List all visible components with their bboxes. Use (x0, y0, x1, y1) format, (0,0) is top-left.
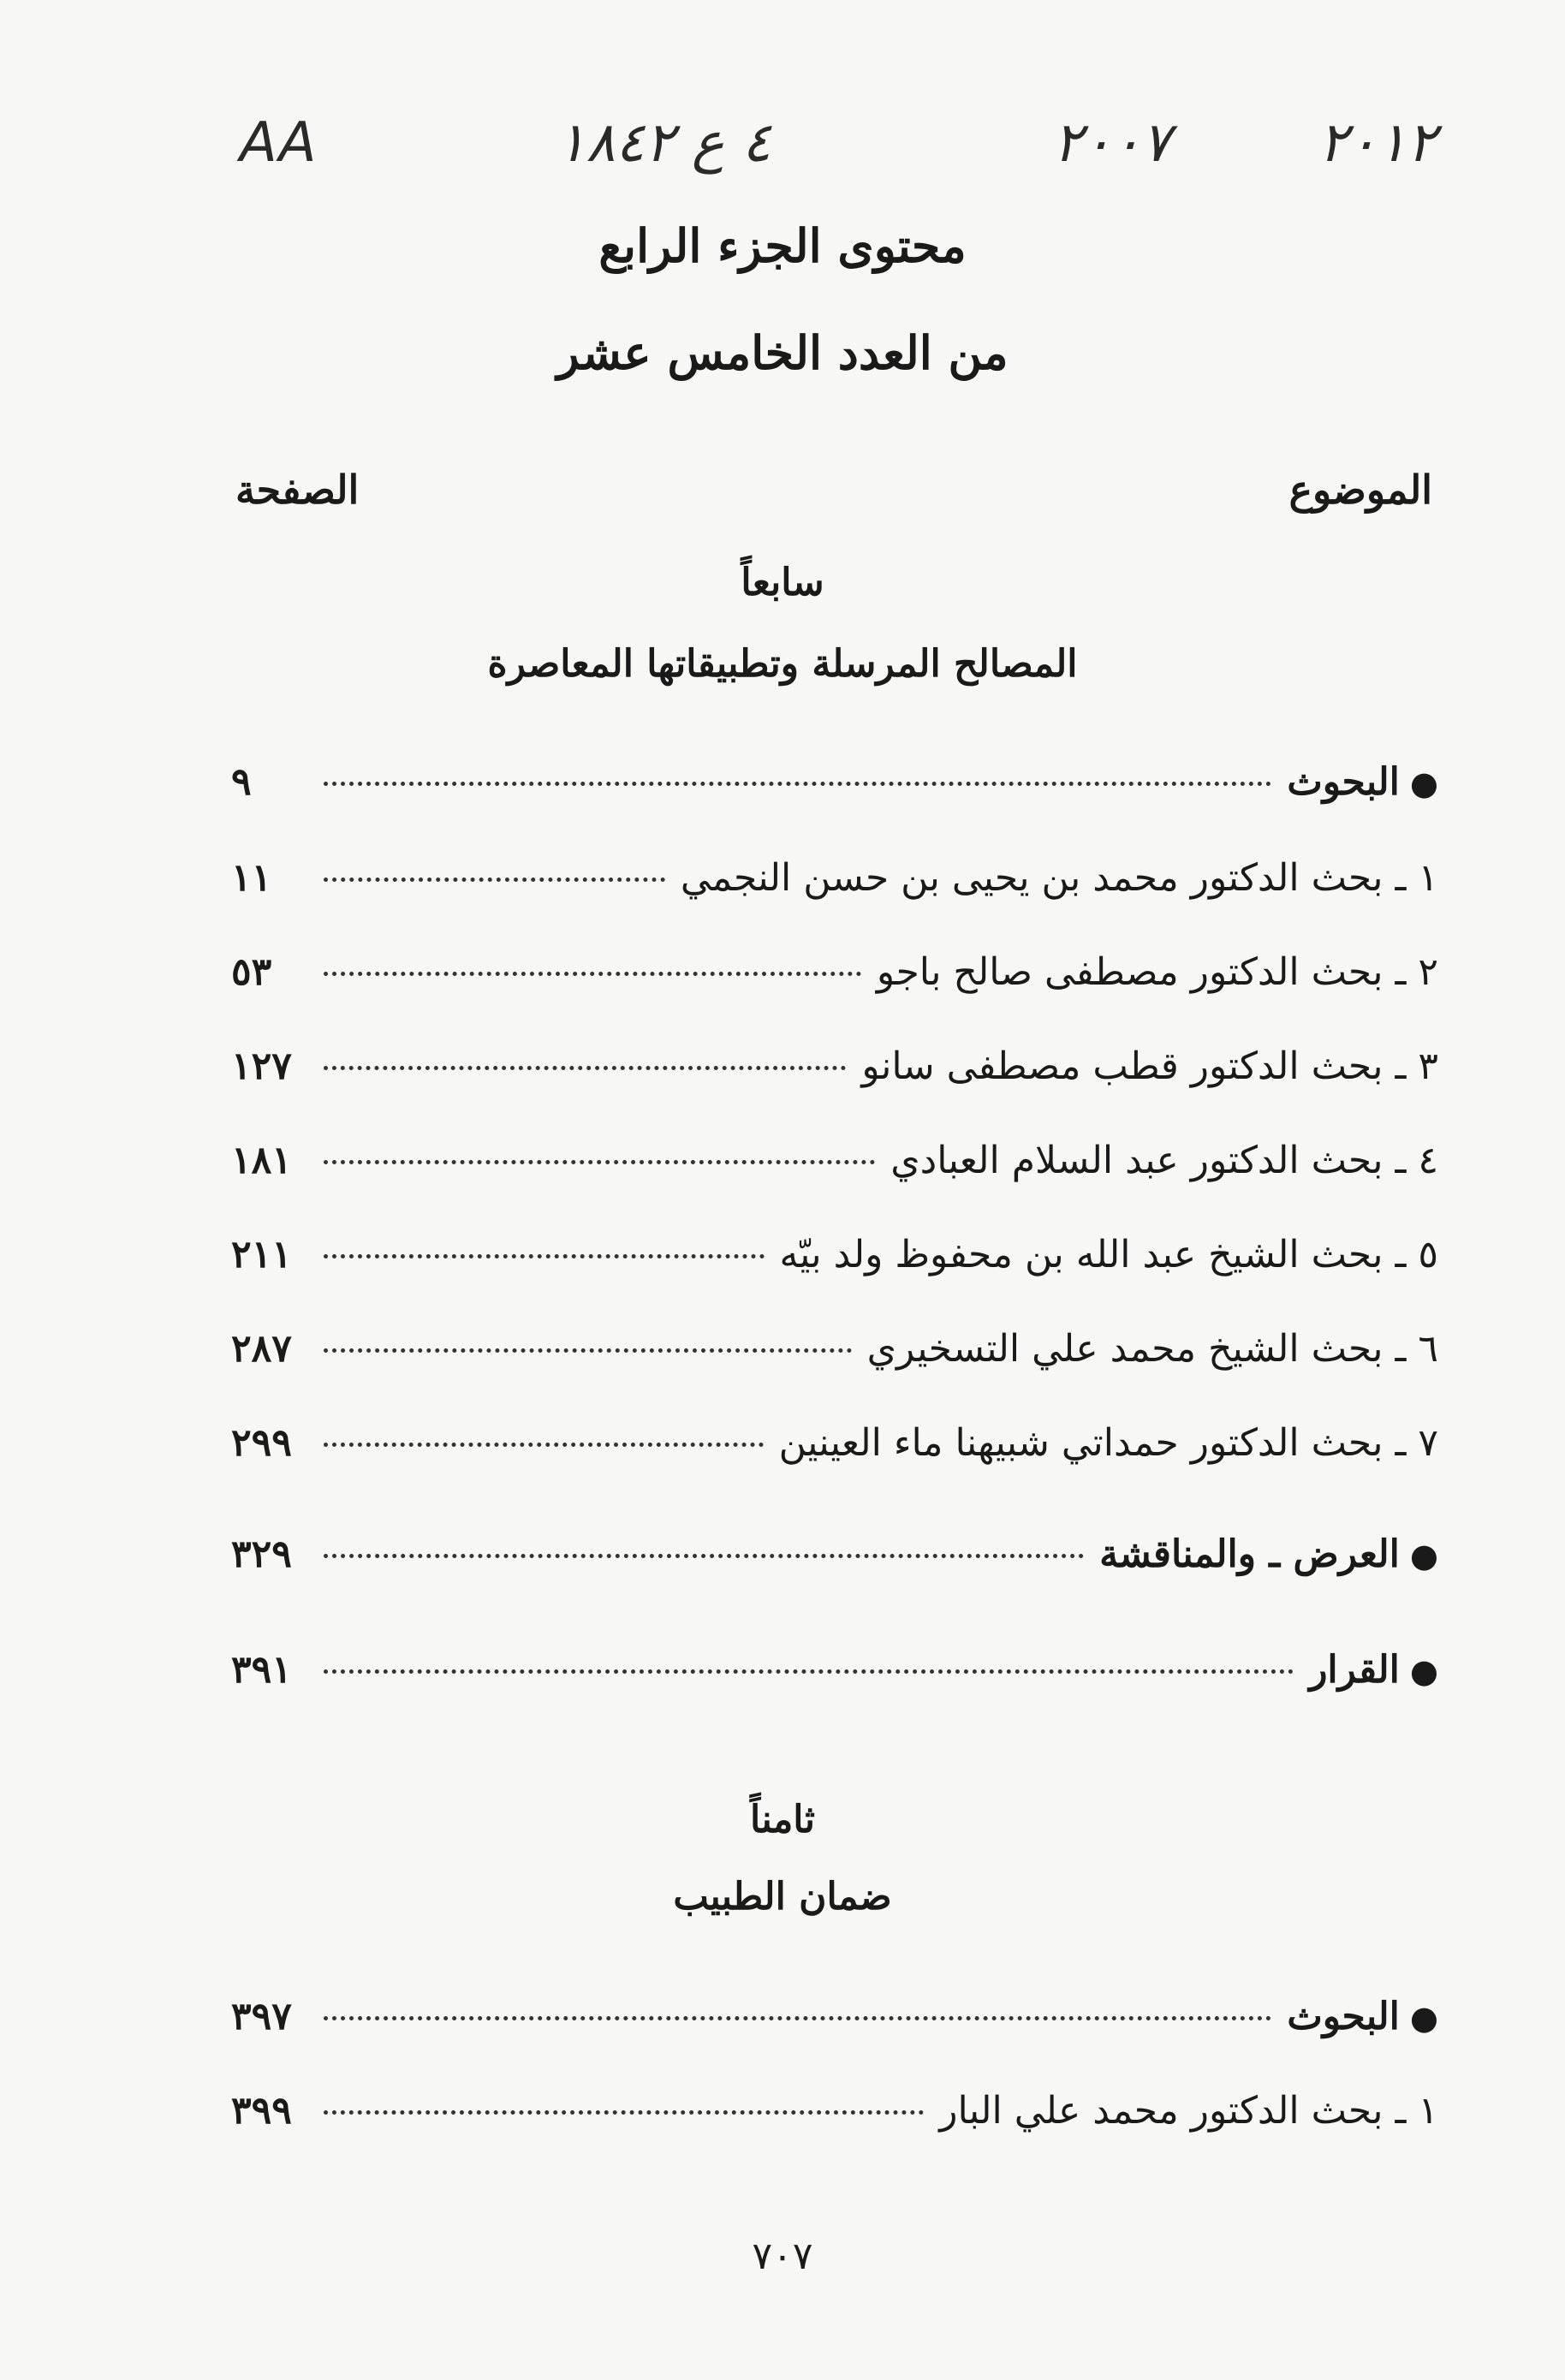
toc-page-number: ٩ (231, 760, 252, 804)
toc-page-number: ٣٩٧ (231, 1995, 292, 2038)
bullet-icon: ● (1409, 1652, 1438, 1690)
dot-leader (324, 1066, 846, 1070)
toc-page-number: ٥٣ (231, 950, 272, 994)
handwritten-note-year: ٢٠٠٧ (1053, 111, 1171, 175)
dot-leader (324, 1443, 764, 1447)
dot-leader (324, 1254, 765, 1258)
toc-label: ٧ ـ بحث الدكتور حمداتي شبيهنا ماء العينين (778, 1421, 1438, 1465)
toc-row (231, 1421, 1438, 1481)
toc-label: القرار (1309, 1648, 1400, 1692)
dot-leader (324, 1160, 875, 1164)
toc-page-number: ٢٨٧ (231, 1327, 292, 1371)
bullet-icon: ● (1409, 1537, 1438, 1574)
toc-row (231, 1532, 1438, 1592)
bullet-icon: ● (1409, 765, 1438, 802)
toc-row (231, 760, 1438, 820)
section7-title: المصالح المرسلة وتطبيقاتها المعاصرة (487, 642, 1078, 686)
toc-label: البحوث (1287, 760, 1400, 804)
dot-leader (324, 1554, 1084, 1558)
toc-label: ٦ ـ بحث الشيخ محمد علي التسخيري (866, 1327, 1438, 1371)
toc-row (231, 1044, 1438, 1104)
toc-page-number: ٣٩١ (231, 1648, 292, 1692)
page-number: ٧٠٧ (752, 2234, 813, 2278)
toc-row (231, 1995, 1438, 2055)
toc-row (231, 1233, 1438, 1293)
handwritten-note-middle: ٤ ع ١٨٤٢ (556, 111, 771, 175)
toc-row (231, 856, 1438, 916)
section8-title: ضمان الطبيب (673, 1875, 892, 1919)
column-header-page: الصفحة (235, 467, 360, 513)
dot-leader (324, 2016, 1271, 2020)
handwritten-note-left: AA (240, 111, 318, 175)
toc-row (231, 2089, 1438, 2149)
toc-label: العرض ـ والمناقشة (1099, 1532, 1400, 1576)
column-header-topic: الموضوع (1288, 467, 1432, 513)
toc-label: ٣ ـ بحث الدكتور قطب مصطفى سانو (861, 1044, 1438, 1088)
toc-page-number: ١٨١ (231, 1139, 292, 1182)
dot-leader (324, 2110, 924, 2115)
toc-page-number: ٣٩٩ (231, 2089, 292, 2133)
dot-leader (324, 878, 665, 882)
toc-label: ١ ـ بحث الدكتور محمد بن يحيى بن حسن النجمي (680, 856, 1438, 900)
toc-row (231, 1139, 1438, 1199)
toc-label: ٢ ـ بحث الدكتور مصطفى صالح باجو (876, 950, 1438, 994)
toc-row (231, 1327, 1438, 1387)
toc-label: ٤ ـ بحث الدكتور عبد السلام العبادي (890, 1139, 1438, 1182)
dot-leader (324, 972, 861, 976)
toc-page-number: ٢١١ (231, 1233, 292, 1276)
toc-row (231, 1648, 1438, 1708)
dot-leader (324, 782, 1271, 786)
bullet-icon: ● (1409, 1999, 1438, 2037)
toc-page-number: ٣٢٩ (231, 1532, 292, 1576)
handwritten-note-right: ٢٠١٢ (1318, 111, 1437, 175)
page-title: محتوى الجزء الرابع (598, 218, 967, 273)
toc-page-number: ١١ (231, 856, 272, 900)
toc-label: ٥ ـ بحث الشيخ عبد الله بن محفوظ ولد بيّه (779, 1233, 1438, 1276)
dot-leader (324, 1669, 1294, 1674)
page-subtitle: من العدد الخامس عشر (556, 325, 1009, 380)
section7-ordinal: سابعاً (741, 561, 824, 604)
toc-row (231, 950, 1438, 1010)
toc-label: البحوث (1287, 1995, 1400, 2038)
toc-page-number: ٢٩٩ (231, 1421, 292, 1465)
dot-leader (324, 1348, 852, 1353)
toc-label: ١ ـ بحث الدكتور محمد علي البار (939, 2089, 1438, 2133)
section8-ordinal: ثامناً (750, 1798, 815, 1842)
toc-page-number: ١٢٧ (231, 1044, 292, 1088)
